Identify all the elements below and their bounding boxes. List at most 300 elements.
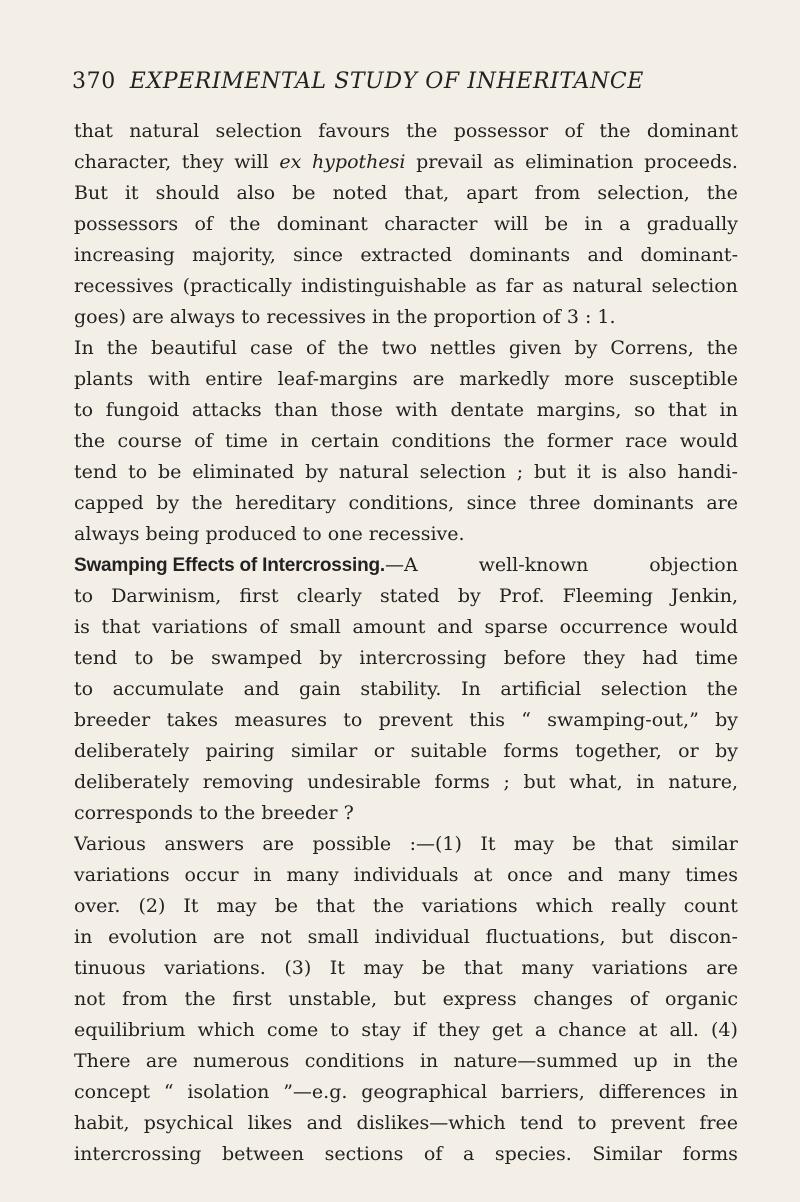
word: forms — [503, 740, 559, 762]
word: the — [706, 337, 738, 359]
word: stay — [361, 1019, 401, 1041]
text-line — [74, 674, 738, 705]
word: a — [462, 1143, 475, 1165]
word: corresponds — [74, 802, 200, 824]
word: deliberately — [74, 740, 190, 762]
word: dentate — [450, 399, 524, 421]
word: be — [544, 213, 569, 235]
word: of — [564, 120, 583, 142]
word: will — [493, 213, 529, 235]
word: may — [363, 957, 404, 979]
text-line — [74, 116, 738, 147]
text-line — [74, 1046, 738, 1077]
word: artificial — [500, 678, 582, 700]
word: the — [224, 802, 262, 824]
word: noted — [332, 182, 388, 204]
word: natural — [129, 120, 200, 142]
word: variations. — [164, 957, 266, 979]
word: that — [74, 120, 113, 142]
word: Prof. — [498, 585, 545, 607]
word: to — [134, 647, 154, 669]
body-text — [74, 116, 738, 1170]
word: swamping-out,” — [547, 709, 699, 731]
word: time — [224, 430, 268, 452]
word: the — [503, 430, 535, 452]
word: changes — [533, 988, 613, 1010]
word: selection — [651, 275, 738, 297]
word: small — [307, 926, 359, 948]
word: of — [542, 306, 567, 328]
word: of — [306, 337, 325, 359]
word: suitable — [410, 740, 488, 762]
text-line — [74, 209, 738, 240]
word: as — [493, 151, 515, 173]
word: selection — [419, 461, 506, 483]
word: selection — [600, 678, 688, 700]
word: ; — [516, 461, 524, 483]
word: as — [542, 275, 564, 297]
word: is — [601, 461, 618, 483]
word: isolation — [187, 1081, 270, 1103]
word: It — [480, 833, 496, 855]
text-line — [74, 1108, 738, 1139]
word: fungoid — [105, 399, 180, 421]
word: leaf-margins — [277, 368, 398, 390]
word: recessive. — [368, 523, 465, 545]
text-line — [74, 457, 738, 488]
word: at — [638, 1019, 658, 1041]
word: intercrossing — [74, 1143, 202, 1165]
word: nature—summed — [453, 1050, 618, 1072]
word: to — [241, 306, 267, 328]
word: or — [373, 740, 395, 762]
word: sparse — [484, 616, 548, 638]
word: to — [577, 1112, 597, 1134]
word: course — [117, 430, 182, 452]
word: small — [289, 616, 341, 638]
word: be — [157, 461, 182, 483]
word: habit, — [74, 1112, 130, 1134]
word: had — [642, 647, 678, 669]
word: attacks — [191, 399, 262, 421]
word: variations — [74, 864, 170, 886]
word: express — [442, 988, 517, 1010]
word: to — [330, 1019, 350, 1041]
word: entire — [205, 368, 263, 390]
word: character — [384, 213, 478, 235]
word: species. — [494, 1143, 572, 1165]
word: beautiful — [150, 337, 237, 359]
word: are — [706, 957, 738, 979]
word: conditions, — [348, 492, 455, 514]
word: this — [469, 709, 505, 731]
word: race — [625, 430, 668, 452]
text-line — [74, 302, 738, 333]
word: prevent — [610, 1112, 686, 1134]
word: tinuous — [74, 957, 146, 979]
word: nature, — [668, 771, 738, 793]
word: psychical — [143, 1112, 234, 1134]
word: Swamping Effects of Intercrossing.—A — [74, 554, 418, 576]
text-line — [74, 767, 738, 798]
word: of — [629, 988, 649, 1010]
word: by — [574, 337, 598, 359]
word: markedly — [459, 368, 550, 390]
word: from — [534, 182, 581, 204]
word: well-known — [478, 554, 589, 576]
text-line — [74, 1015, 738, 1046]
word: recessives — [74, 275, 174, 297]
word: time — [694, 647, 738, 669]
word: It — [183, 895, 199, 917]
word: always — [74, 523, 146, 545]
word: recessives — [266, 306, 372, 328]
word: and — [587, 244, 624, 266]
word: the — [229, 213, 261, 235]
word: (3) — [284, 957, 312, 979]
word: at — [473, 864, 493, 886]
text-line — [74, 271, 738, 302]
word: they — [181, 151, 224, 173]
word: amount — [352, 616, 426, 638]
word: the — [74, 430, 106, 452]
word: but — [621, 926, 654, 948]
word: by — [457, 585, 481, 607]
word: dominant — [276, 213, 368, 235]
word: before — [503, 647, 567, 669]
word: since — [466, 492, 517, 514]
word: get — [491, 1019, 523, 1041]
word: to — [74, 678, 94, 700]
word: to — [199, 802, 225, 824]
word: (2) — [138, 895, 166, 917]
word: tend — [74, 461, 118, 483]
word: handi- — [677, 461, 738, 483]
word: majority, — [192, 244, 276, 266]
word: be — [422, 957, 446, 979]
word: of — [194, 213, 213, 235]
word: that — [614, 833, 654, 855]
word: be — [292, 182, 316, 204]
word: the — [396, 306, 434, 328]
word: plants — [74, 368, 134, 390]
word: (practically — [182, 275, 292, 297]
word: of — [259, 616, 278, 638]
word: In — [74, 337, 94, 359]
word: they — [437, 1019, 480, 1041]
word: first — [232, 988, 272, 1010]
word: the — [406, 120, 438, 142]
text-line — [74, 736, 738, 767]
word: and — [437, 616, 473, 638]
word: individual — [374, 926, 470, 948]
word: in — [74, 926, 93, 948]
word: geographical — [361, 1081, 488, 1103]
word: “ — [521, 709, 531, 731]
word: There — [74, 1050, 131, 1072]
text-line — [74, 488, 738, 519]
word: occurrence — [559, 616, 669, 638]
word: in — [673, 1050, 692, 1072]
word: forms — [682, 1143, 738, 1165]
word: to — [74, 585, 94, 607]
text-line — [74, 519, 738, 550]
word: once — [507, 864, 553, 886]
word: “ — [163, 1081, 174, 1103]
word: are — [706, 492, 738, 514]
word: possessors — [74, 213, 179, 235]
word: indistinguishable — [300, 275, 467, 297]
word: that — [667, 399, 707, 421]
word: the — [372, 895, 404, 917]
word: evolution — [108, 926, 198, 948]
text-line — [74, 426, 738, 457]
word: produced — [205, 523, 303, 545]
word: gain — [298, 678, 341, 700]
word: free — [699, 1112, 738, 1134]
word: discon- — [669, 926, 738, 948]
word: conditions — [304, 1050, 405, 1072]
word: tend — [519, 1112, 564, 1134]
word: to — [128, 461, 148, 483]
text-line — [74, 953, 738, 984]
word: stability. — [360, 678, 442, 700]
word: really — [611, 895, 666, 917]
word: since — [293, 244, 344, 266]
text-line — [74, 333, 738, 364]
word: that — [316, 895, 355, 917]
word: the — [706, 182, 738, 204]
word: equilibrium — [74, 1019, 186, 1041]
word: variations — [592, 957, 688, 979]
text-line — [74, 550, 738, 581]
word: swamped — [211, 647, 303, 669]
word: dominant- — [640, 244, 738, 266]
word: 3 — [566, 306, 585, 328]
word: up — [633, 1050, 658, 1072]
word: hypothesi — [311, 151, 406, 173]
word: in — [253, 864, 272, 886]
word: a — [534, 1019, 547, 1041]
word: be — [274, 895, 299, 917]
word: selection, — [597, 182, 690, 204]
word: numerous — [193, 1050, 290, 1072]
word: be — [572, 833, 596, 855]
text-line — [74, 829, 738, 860]
word: proportion — [433, 306, 543, 328]
word: which — [197, 1019, 255, 1041]
text-line — [74, 860, 738, 891]
word: would — [679, 430, 738, 452]
text-line — [74, 922, 738, 953]
word: prevail — [416, 151, 483, 173]
word: far — [505, 275, 534, 297]
word: so — [634, 399, 656, 421]
word: deliberately — [74, 771, 190, 793]
word: with — [148, 368, 191, 390]
word: (4) — [710, 1019, 738, 1041]
word: ; — [503, 771, 510, 793]
word: may — [216, 895, 257, 917]
word: likes — [247, 1112, 293, 1134]
word: certain — [310, 430, 380, 452]
word: barriers, — [501, 1081, 585, 1103]
word: Similar — [592, 1143, 663, 1165]
word: that — [101, 616, 141, 638]
word: given — [508, 337, 562, 359]
word: similar — [290, 740, 358, 762]
text-line — [74, 984, 738, 1015]
word: and — [567, 864, 604, 886]
word: are — [412, 368, 445, 390]
word: by — [715, 740, 738, 762]
word: accumulate — [112, 678, 225, 700]
word: which — [535, 895, 594, 917]
text-line — [74, 643, 738, 674]
text-line — [74, 364, 738, 395]
word: former — [546, 430, 613, 452]
word: organic — [665, 988, 738, 1010]
word: come — [266, 1019, 319, 1041]
word: measures — [234, 709, 327, 731]
word: are — [145, 1050, 178, 1072]
word: be — [170, 647, 195, 669]
word: also — [628, 461, 667, 483]
word: to — [343, 709, 363, 731]
word: margins, — [536, 399, 622, 421]
text-line — [74, 178, 738, 209]
word: dominant — [646, 120, 738, 142]
running-head — [72, 64, 732, 100]
word: variations — [421, 895, 518, 917]
word: takes — [166, 709, 219, 731]
word: if — [412, 1019, 426, 1041]
word: by — [715, 709, 738, 731]
word: 1. — [597, 306, 616, 328]
word: may — [513, 833, 554, 855]
word: count — [683, 895, 738, 917]
word: are — [132, 306, 170, 328]
word: dominants — [592, 492, 694, 514]
word: extracted — [360, 244, 453, 266]
word: differences — [598, 1081, 706, 1103]
word: it — [576, 461, 591, 483]
text-line — [74, 240, 738, 271]
word: all. — [669, 1019, 699, 1041]
word: not — [260, 926, 292, 948]
word: ”—e.g. — [283, 1081, 348, 1103]
word: Darwinism, — [111, 585, 222, 607]
word: variations — [152, 616, 248, 638]
word: nettles — [430, 337, 496, 359]
word: case — [250, 337, 293, 359]
word: increasing — [74, 244, 175, 266]
word: in — [636, 771, 655, 793]
word: many — [521, 957, 574, 979]
text-line — [74, 1139, 738, 1170]
word: favours — [318, 120, 390, 142]
word: in — [280, 430, 299, 452]
word: two — [381, 337, 418, 359]
word: more — [564, 368, 615, 390]
text-line — [74, 147, 738, 178]
word: but — [534, 461, 567, 483]
word: together, — [575, 740, 662, 762]
word: first — [239, 585, 279, 607]
word: :—(1) — [409, 833, 462, 855]
word: undesirable — [307, 771, 421, 793]
word: character, — [74, 151, 172, 173]
word: that, — [404, 182, 450, 204]
word: one — [327, 523, 369, 545]
page-number: 370 — [72, 69, 116, 94]
word: elimination — [525, 151, 634, 173]
word: being — [145, 523, 206, 545]
text-line — [74, 612, 738, 643]
word: from — [122, 988, 168, 1010]
word: and — [306, 1112, 343, 1134]
word: of — [194, 430, 213, 452]
word: possessor — [453, 120, 549, 142]
word: capped — [74, 492, 144, 514]
word: Correns, — [610, 337, 694, 359]
word: natural — [572, 275, 643, 297]
word: also — [236, 182, 276, 204]
word: to — [74, 399, 94, 421]
word: over. — [74, 895, 121, 917]
word: proceeds. — [644, 151, 738, 173]
word: to — [302, 523, 328, 545]
word: in — [419, 1050, 439, 1072]
word: in — [584, 213, 603, 235]
word: three — [529, 492, 581, 514]
word: hereditary — [235, 492, 336, 514]
word: dislikes—which — [356, 1112, 506, 1134]
word: breeder — [74, 709, 151, 731]
word: is — [74, 616, 90, 638]
word: of — [423, 1143, 443, 1165]
word: individuals — [353, 864, 459, 886]
running-title: EXPERIMENTAL STUDY OF INHERITANCE — [129, 69, 644, 94]
word: Various — [74, 833, 146, 855]
word: pairing — [205, 740, 275, 762]
word: Fleeming — [562, 585, 653, 607]
word: those — [330, 399, 383, 421]
word: always — [169, 306, 242, 328]
word: and — [243, 678, 280, 700]
word: the — [337, 337, 369, 359]
word: But — [74, 182, 108, 204]
word: in — [719, 1081, 738, 1103]
word: a — [619, 213, 631, 235]
word: unstable, — [288, 988, 378, 1010]
word: it — [124, 182, 139, 204]
word: between — [221, 1143, 305, 1165]
word: by — [319, 647, 343, 669]
word: concept — [74, 1081, 150, 1103]
word: what, — [569, 771, 623, 793]
word: chance — [558, 1019, 627, 1041]
text-line — [74, 581, 738, 612]
word: apart — [466, 182, 518, 204]
word: goes) — [74, 306, 133, 328]
word: answers — [164, 833, 244, 855]
word: than — [274, 399, 318, 421]
word: with — [395, 399, 438, 421]
word: are — [262, 833, 295, 855]
text-line — [74, 1077, 738, 1108]
word: natural — [338, 461, 409, 483]
